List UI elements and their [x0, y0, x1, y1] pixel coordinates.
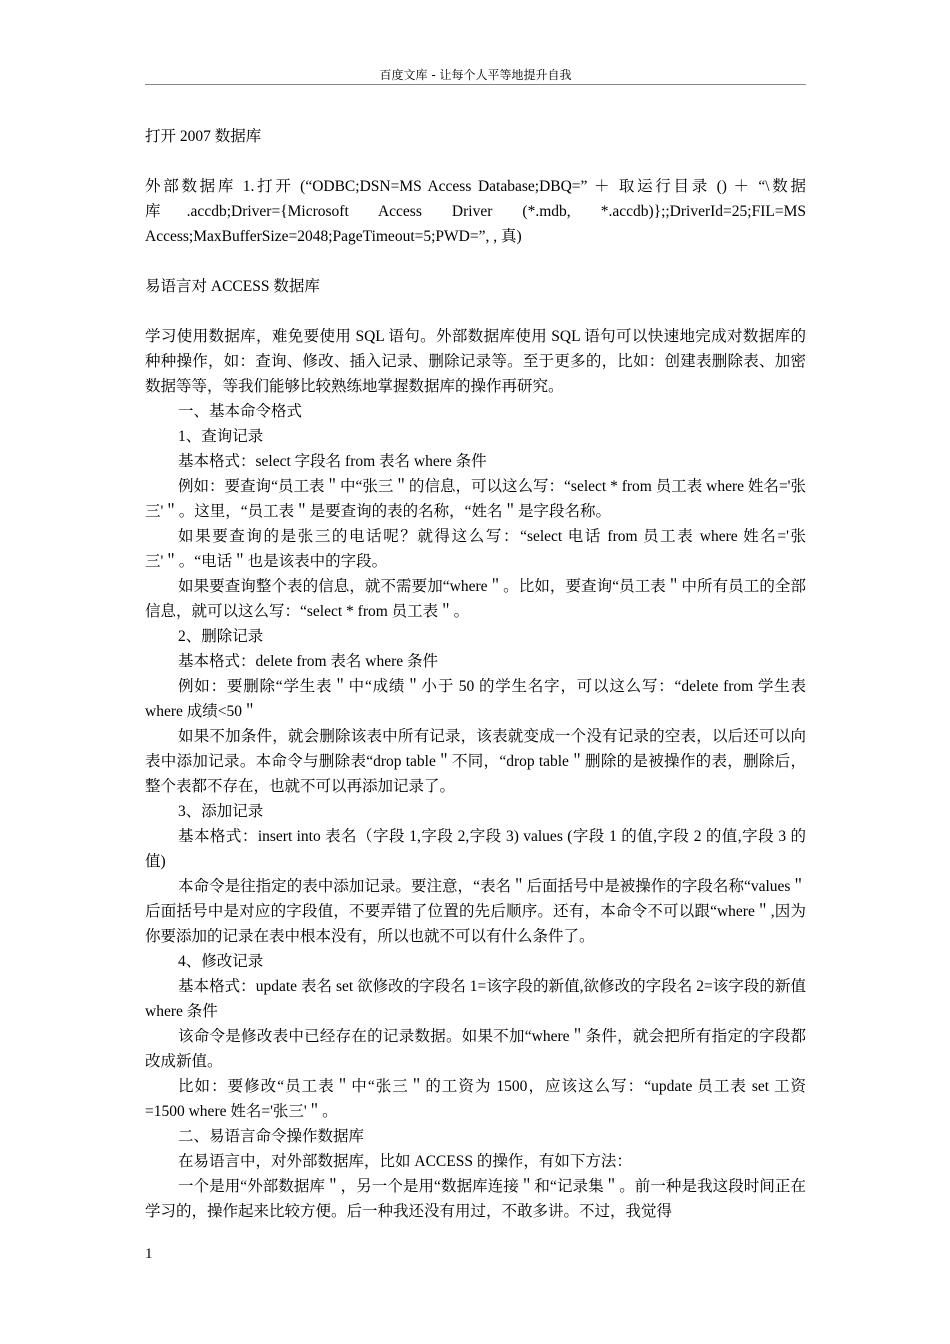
paragraph: 该命令是修改表中已经存在的记录数据。如果不加“where＂条件，就会把所有指定的字段都改成新值。 [145, 1028, 806, 1070]
paragraph: 3、添加记录 [178, 803, 264, 820]
paragraph: 基本格式：update 表名 set 欲修改的字段名 1=该字段的新值,欲修改的字段名 2=该字段的新值 where 条件 [145, 978, 806, 1020]
paragraph: 如果不加条件，就会删除该表中所有记录，该表就变成一个没有记录的空表，以后还可以向表中添加记录。本命令与删除表“drop table＂不同，“drop table＂删除的是被操作的表，删除后，整个表都不存在，也就不可以再添加记录了。 [145, 728, 806, 795]
paragraph: 外部数据库 1.打开 (“ODBC;DSN=MS Access Database;DBQ=” ＋ 取运行目录 () ＋ “\数据库.accdb;Driver={Microsoft Access Driver (*.mdb, *.accdb)};;DriverId=25;FIL=MS Access;MaxBufferSize=2048;PageTimeout=5;PWD=”, , 真) [145, 178, 806, 245]
paragraph: 如果要查询整个表的信息，就不需要加“where＂。比如，要查询“员工表＂中所有员工的全部信息，就可以这么写：“select * from 员工表＂。 [145, 578, 806, 620]
header-divider [145, 84, 806, 85]
paragraph: 学习使用数据库，难免要使用 SQL 语句。外部数据库使用 SQL 语句可以快速地完成对数据库的种种操作，如：查询、修改、插入记录、删除记录等。至于更多的，比如：创建表删除表、加密数据等等，等我们能够比较熟练地掌握数据库的操作再研究。 [145, 328, 806, 395]
paragraph: 4、修改记录 [178, 953, 264, 970]
page-number: 1 [145, 1246, 153, 1262]
paragraph: 基本格式：select 字段名 from 表名 where 条件 [178, 453, 487, 470]
paragraph: 本命令是往指定的表中添加记录。要注意，“表名＂后面括号中是被操作的字段名称“values＂后面括号中是对应的字段值，不要弄错了位置的先后顺序。还有，本命令不可以跟“where＂,因为你要添加的记录在表中根本没有，所以也就不可以有什么条件了。 [145, 878, 806, 945]
paragraph: 2、删除记录 [178, 628, 264, 645]
paragraph: 例如：要查询“员工表＂中“张三＂的信息，可以这么写：“select * from 员工表 where 姓名='张三'＂。这里，“员工表＂是要查询的表的名称，“姓名＂是字段名称。 [145, 478, 806, 520]
page-header: 百度文库 - 让每个人平等地提升自我 [379, 68, 572, 82]
paragraph: 一、基本命令格式 [178, 403, 303, 420]
paragraph: 比如：要修改“员工表＂中“张三＂的工资为 1500，应该这么写：“update 员工表 set 工资=1500 where 姓名='张三'＂。 [145, 1078, 806, 1120]
paragraph: 二、易语言命令操作数据库 [178, 1128, 365, 1145]
paragraph: 基本格式：insert into 表名（字段 1,字段 2,字段 3) values (字段 1 的值,字段 2 的值,字段 3 的值) [145, 828, 806, 870]
paragraph: 打开 2007 数据库 [145, 128, 262, 145]
paragraph: 1、查询记录 [178, 428, 264, 445]
paragraph: 如果要查询的是张三的电话呢？就得这么写：“select 电话 from 员工表 where 姓名='张三'＂。“电话＂也是该表中的字段。 [145, 528, 806, 570]
paragraph: 一个是用“外部数据库＂，另一个是用“数据库连接＂和“记录集＂。前一种是我这段时间正在学习的，操作起来比较方便。后一种我还没有用过，不敢多讲。不过，我觉得 [145, 1178, 806, 1220]
paragraph: 在易语言中，对外部数据库，比如 ACCESS 的操作，有如下方法： [178, 1153, 632, 1170]
paragraph: 易语言对 ACCESS 数据库 [145, 278, 320, 295]
paragraph: 例如：要删除“学生表＂中“成绩＂小于 50 的学生名字，可以这么写：“delete from 学生表 where 成绩<50＂ [145, 678, 806, 720]
paragraph: 基本格式：delete from 表名 where 条件 [178, 653, 438, 670]
document-body [145, 124, 806, 1224]
